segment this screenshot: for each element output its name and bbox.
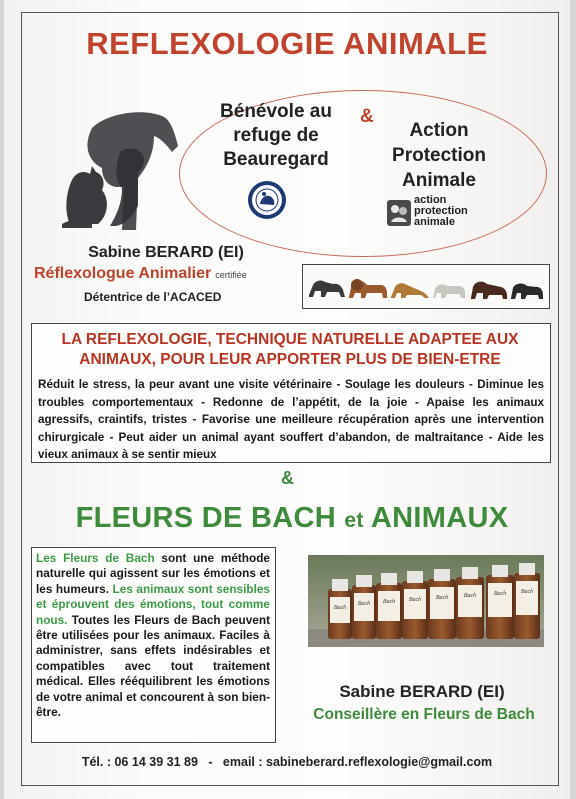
- reflexology-heading: LA REFLEXOLOGIE, TECHNIQUE NATURELLE ADAPTEE AUX ANIMAUX, POUR LEUR APPORTER PLUS DE BIEN-ETRE: [61, 331, 519, 368]
- bach-p1-rest: sont une méthode naturelle qui agissent sur les émotions et les humeurs.: [36, 551, 270, 596]
- main-title: REFLEXOLOGIE ANIMALE: [86, 26, 488, 61]
- contact-line: [4, 755, 570, 769]
- volunteer-line-2: refuge de: [233, 125, 319, 146]
- bottle-label: Bach: [408, 597, 422, 603]
- action-line-1: Action: [409, 120, 469, 141]
- apa-logo-text: [414, 195, 468, 228]
- practitioner-role-text: Réflexologue Animalier: [34, 265, 212, 282]
- contact-separator: -: [208, 755, 213, 769]
- poster-sheet: [4, 0, 570, 799]
- refuge-seal-icon: [247, 180, 287, 220]
- apa-line-3: animale: [414, 216, 455, 228]
- apa-line-1: action: [414, 194, 447, 206]
- volunteer-text: [202, 100, 350, 172]
- reflexology-body: Réduit le stress, la peur avant une visite vétérinaire - Soulage les douleurs - Diminue les troubles comportementaux - Redonne de l’appétit, de la joie - Apaise les animaux agressifs, craintifs, tristes - Favorise une meilleure récupération après une intervention chirurgicale - Peut aider un animal ayant souffert d’abandon, de maltraitance - Aide les vieux animaux à se sentir mieux: [38, 378, 544, 461]
- bach-description: [36, 551, 270, 720]
- bach-title-b: et: [344, 509, 364, 532]
- bach-advisor-name: Sabine BERARD (EI): [339, 682, 505, 701]
- apa-line-2: protection: [414, 205, 468, 217]
- bach-p1-green: Les Fleurs de Bach: [36, 551, 155, 565]
- bach-title-a: FLEURS DE BACH: [75, 502, 336, 534]
- animal-silhouettes-strip-icon: [303, 265, 549, 308]
- ampersand-middle: &: [281, 468, 294, 488]
- email-address[interactable]: sabineberard.reflexologie@gmail.com: [266, 755, 493, 769]
- action-line-2: Protection: [392, 145, 486, 166]
- certified-label: certifiée: [215, 270, 247, 280]
- practitioner-name: Sabine BERARD (EI): [88, 244, 244, 261]
- volunteer-line-1: Bénévole au: [220, 101, 332, 122]
- bach-p3: Toutes les Fleurs de Bach peuvent être utilisées pour les animaux. Faciles à administrer, sans effets indésirables et compatibles avec tout traitement médical. Elles rééquilibrent les émotions de votre animal et concourent à son bien-être.: [36, 612, 270, 720]
- phone-label: Tél. :: [81, 755, 111, 769]
- action-line-3: Animale: [402, 170, 476, 191]
- practitioner-credential: Détentrice de l’ACACED: [84, 290, 222, 304]
- email-label: email :: [222, 755, 263, 769]
- bach-bottles-photo-icon: [308, 555, 544, 647]
- apa-logo-icon: [387, 200, 411, 226]
- bottle-label: Bach: [333, 605, 347, 611]
- bottle-label: Bach: [520, 589, 534, 595]
- bottle-label: Bach: [382, 599, 396, 605]
- action-protection-text: [366, 118, 512, 193]
- ampersand-top: &: [360, 106, 374, 127]
- bottle-label: Bach: [357, 601, 371, 607]
- bottle-label: Bach: [463, 593, 477, 599]
- bottle-label: Bach: [493, 591, 507, 597]
- phone-number[interactable]: 06 14 39 31 89: [114, 755, 198, 769]
- volunteer-line-3: Beauregard: [223, 149, 329, 170]
- bach-advisor-role: Conseillère en Fleurs de Bach: [313, 706, 535, 723]
- practitioner-role: [34, 265, 247, 283]
- bach-p2-green: Les animaux sont sensibles et éprouvent des émotions, tout comme nous.: [36, 581, 270, 627]
- bottle-label: Bach: [435, 595, 449, 601]
- bach-title: [4, 502, 576, 535]
- horse-dog-cat-silhouette-icon: [62, 108, 180, 230]
- bach-title-c: ANIMAUX: [370, 502, 509, 534]
- animal-silhouettes-box: [302, 264, 550, 309]
